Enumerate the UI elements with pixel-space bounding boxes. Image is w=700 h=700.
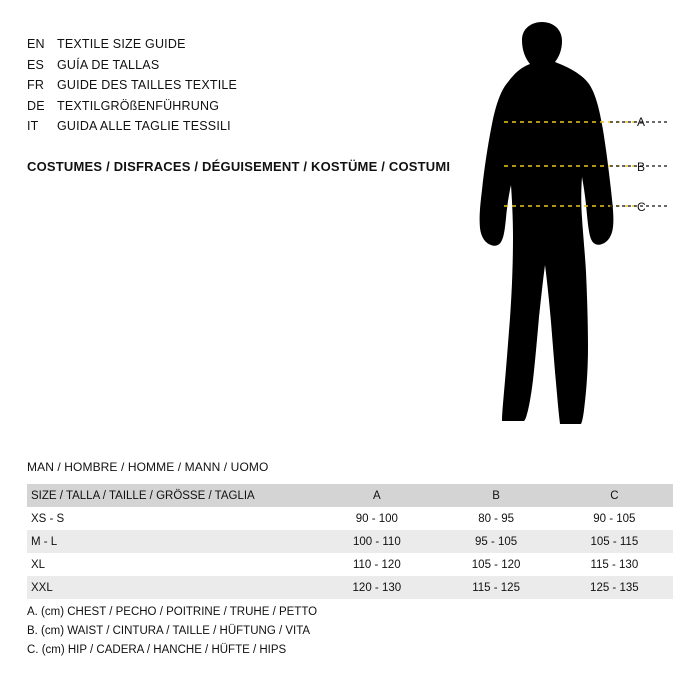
cell-chest: 100 - 110 <box>352 535 401 548</box>
cell-chest: 110 - 120 <box>352 558 401 571</box>
column-header-c: C <box>610 489 619 502</box>
language-title: GUÍA DE TALLAS <box>57 57 160 72</box>
cell-waist: 105 - 120 <box>471 558 521 571</box>
language-title: GUIDE DES TAILLES TEXTILE <box>57 78 238 92</box>
table-row <box>27 576 673 599</box>
language-title: TEXTILE SIZE GUIDE <box>57 37 186 51</box>
note-hip: C. (cm) HIP / CADERA / HANCHE / HÜFTE / HIPS <box>27 644 287 656</box>
cell-hip: 90 - 105 <box>593 512 636 525</box>
cell-waist: 115 - 125 <box>472 581 520 594</box>
language-code: DE <box>27 98 45 113</box>
cell-chest: 120 - 130 <box>352 581 402 594</box>
hip-label: C <box>637 200 646 214</box>
table-row <box>27 553 673 576</box>
cell-size: M - L <box>31 535 58 548</box>
language-row <box>27 116 467 137</box>
language-title: TEXTILGRÖßENFÜHRUNG <box>57 98 220 113</box>
silhouette-shape <box>480 22 614 424</box>
measurement-notes <box>27 603 317 660</box>
cell-size: XL <box>31 558 46 571</box>
table-header-row <box>27 484 673 507</box>
language-title: GUIDA ALLE TAGLIE TESSILI <box>57 119 231 133</box>
cell-size: XXL <box>31 581 53 594</box>
note-chest: A. (cm) CHEST / PECHO / POITRINE / TRUHE / PETTO <box>27 606 318 618</box>
body-silhouette <box>470 22 680 437</box>
size-table <box>27 484 673 599</box>
column-header-a: A <box>373 489 381 502</box>
cell-size: XS - S <box>31 512 65 525</box>
language-code: FR <box>27 78 45 92</box>
cell-waist: 95 - 105 <box>474 535 518 548</box>
waist-label: B <box>637 160 646 174</box>
table-row <box>27 530 673 553</box>
table-title: MAN / HOMBRE / HOMME / MANN / UOMO <box>27 460 269 474</box>
category-heading: COSTUMES / DISFRACES / DÉGUISEMENT / KOSTÜME / COSTUMI <box>27 159 451 174</box>
cell-chest: 90 - 100 <box>355 512 398 525</box>
cell-hip: 115 - 130 <box>590 558 639 571</box>
chest-label: A <box>637 115 646 129</box>
language-row <box>27 34 467 55</box>
language-row <box>27 96 467 117</box>
cell-hip: 105 - 115 <box>590 535 639 548</box>
language-code: IT <box>27 119 39 133</box>
table-header <box>27 484 673 507</box>
language-row <box>27 75 467 96</box>
cell-hip: 125 - 135 <box>590 581 639 594</box>
table-row <box>27 507 673 530</box>
note-waist: B. (cm) WAIST / CINTURA / TAILLE / HÜFTUNG / VITA <box>27 625 311 637</box>
column-header-b: B <box>492 489 500 502</box>
language-row <box>27 55 467 76</box>
language-code: EN <box>27 37 45 51</box>
language-list <box>27 34 467 137</box>
cell-waist: 80 - 95 <box>478 512 514 525</box>
language-code: ES <box>27 57 45 72</box>
table-body <box>27 507 673 599</box>
column-header-size: SIZE / TALLA / TAILLE / GRÖSSE / TAGLIA <box>31 489 255 502</box>
